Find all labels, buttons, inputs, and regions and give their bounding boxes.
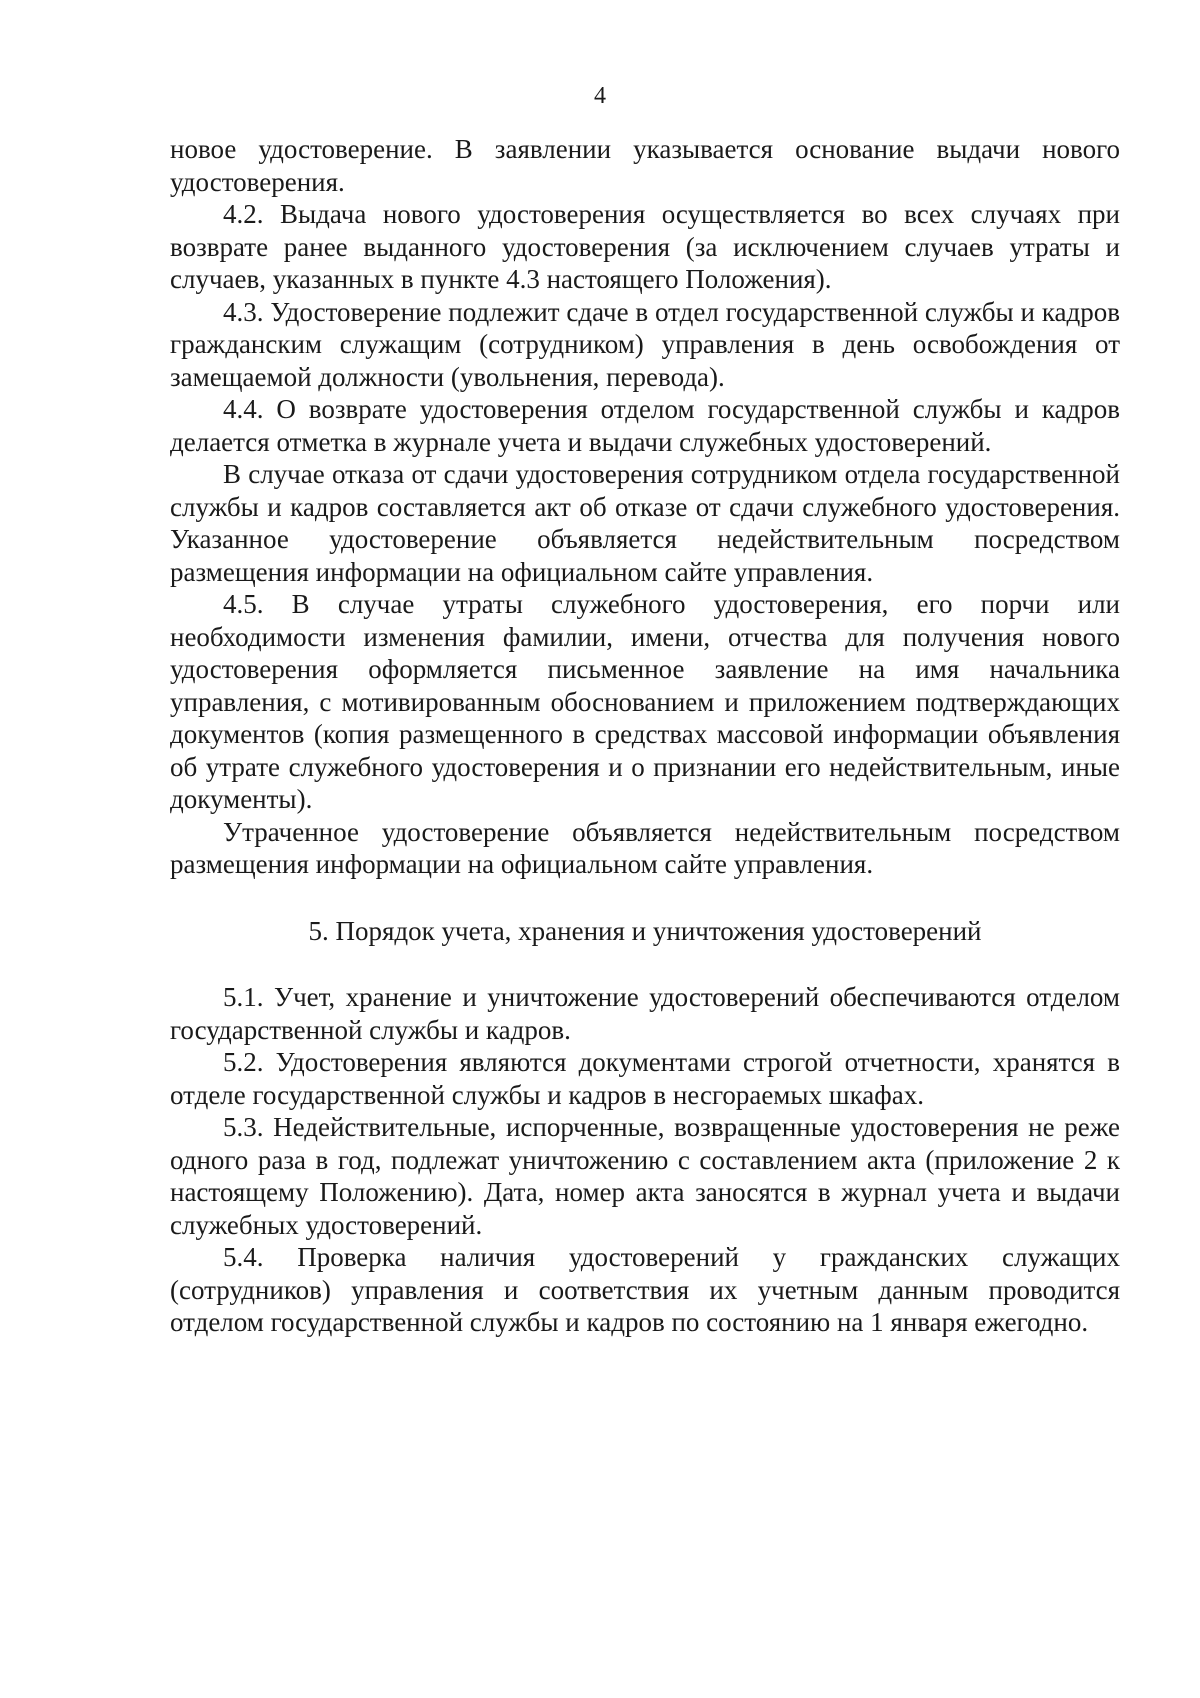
paragraph-5-3: 5.3. Недействительные, испорченные, возвращенные удостоверения не реже одного раза в год, подлежат уничтожению с составлением акта (приложение 2 к настоящему Положению). Дата, номер акта заносятся в журнал учета и выдачи служебных удостоверений. <box>170 1112 1120 1240</box>
paragraph-4-3: 4.3. Удостоверение подлежит сдаче в отдел государственной службы и кадров гражданским служащим (сотрудником) управления в день освобождения от замещаемой должности (увольнения, перевода). <box>170 296 1120 392</box>
paragraph-4-5-lost: Утраченное удостоверение объявляется недействительным посредством размещения информации на официальном сайте управления. <box>170 816 1120 879</box>
paragraph-4-4-refusal: В случае отказа от сдачи удостоверения сотрудником отдела государственной службы и кадров составляется акт об отказе от сдачи служебного удостоверения. Указанное удостоверение объявляется недействительным посредством размещения информации на официальном сайте управления. <box>170 459 1120 587</box>
paragraph-4-4: 4.4. О возврате удостоверения отделом государственной службы и кадров делается отметка в журнале учета и выдачи служебных удостоверений. <box>170 394 1120 457</box>
section-heading: 5. Порядок учета, хранения и уничтожения удостоверений <box>308 915 982 946</box>
paragraph-5-2: 5.2. Удостоверения являются документами строгой отчетности, хранятся в отделе государственной службы и кадров в несгораемых шкафах. <box>170 1047 1120 1110</box>
paragraph-continuation: новое удостоверение. В заявлении указывается основание выдачи нового удостоверения. <box>170 134 1120 197</box>
paragraph-5-4: 5.4. Проверка наличия удостоверений у гражданских служащих (сотрудников) управления и соответствия их учетным данным проводится отделом государственной службы и кадров по состоянию на 1 января ежегодно. <box>170 1242 1120 1337</box>
page-number: 4 <box>594 83 606 109</box>
paragraph-5-1: 5.1. Учет, хранение и уничтожение удостоверений обеспечиваются отделом государственной службы и кадров. <box>170 982 1120 1045</box>
paragraph-4-2: 4.2. Выдача нового удостоверения осуществляется во всех случаях при возврате ранее выданного удостоверения (за исключением случаев утраты и случаев, указанных в пункте 4.3 настоящего Положения). <box>170 199 1120 294</box>
document-body <box>170 133 1120 1339</box>
paragraph-4-5: 4.5. В случае утраты служебного удостоверения, его порчи или необходимости изменения фамилии, имени, отчества для получения нового удостоверения оформляется письменное заявление на имя начальника управления, с мотивированным обоснованием и приложением подтверждающих документов (копия размещенного в средствах массовой информации объявления об утрате служебного удостоверения и о признании его недействительным, иные документы). <box>170 589 1120 814</box>
